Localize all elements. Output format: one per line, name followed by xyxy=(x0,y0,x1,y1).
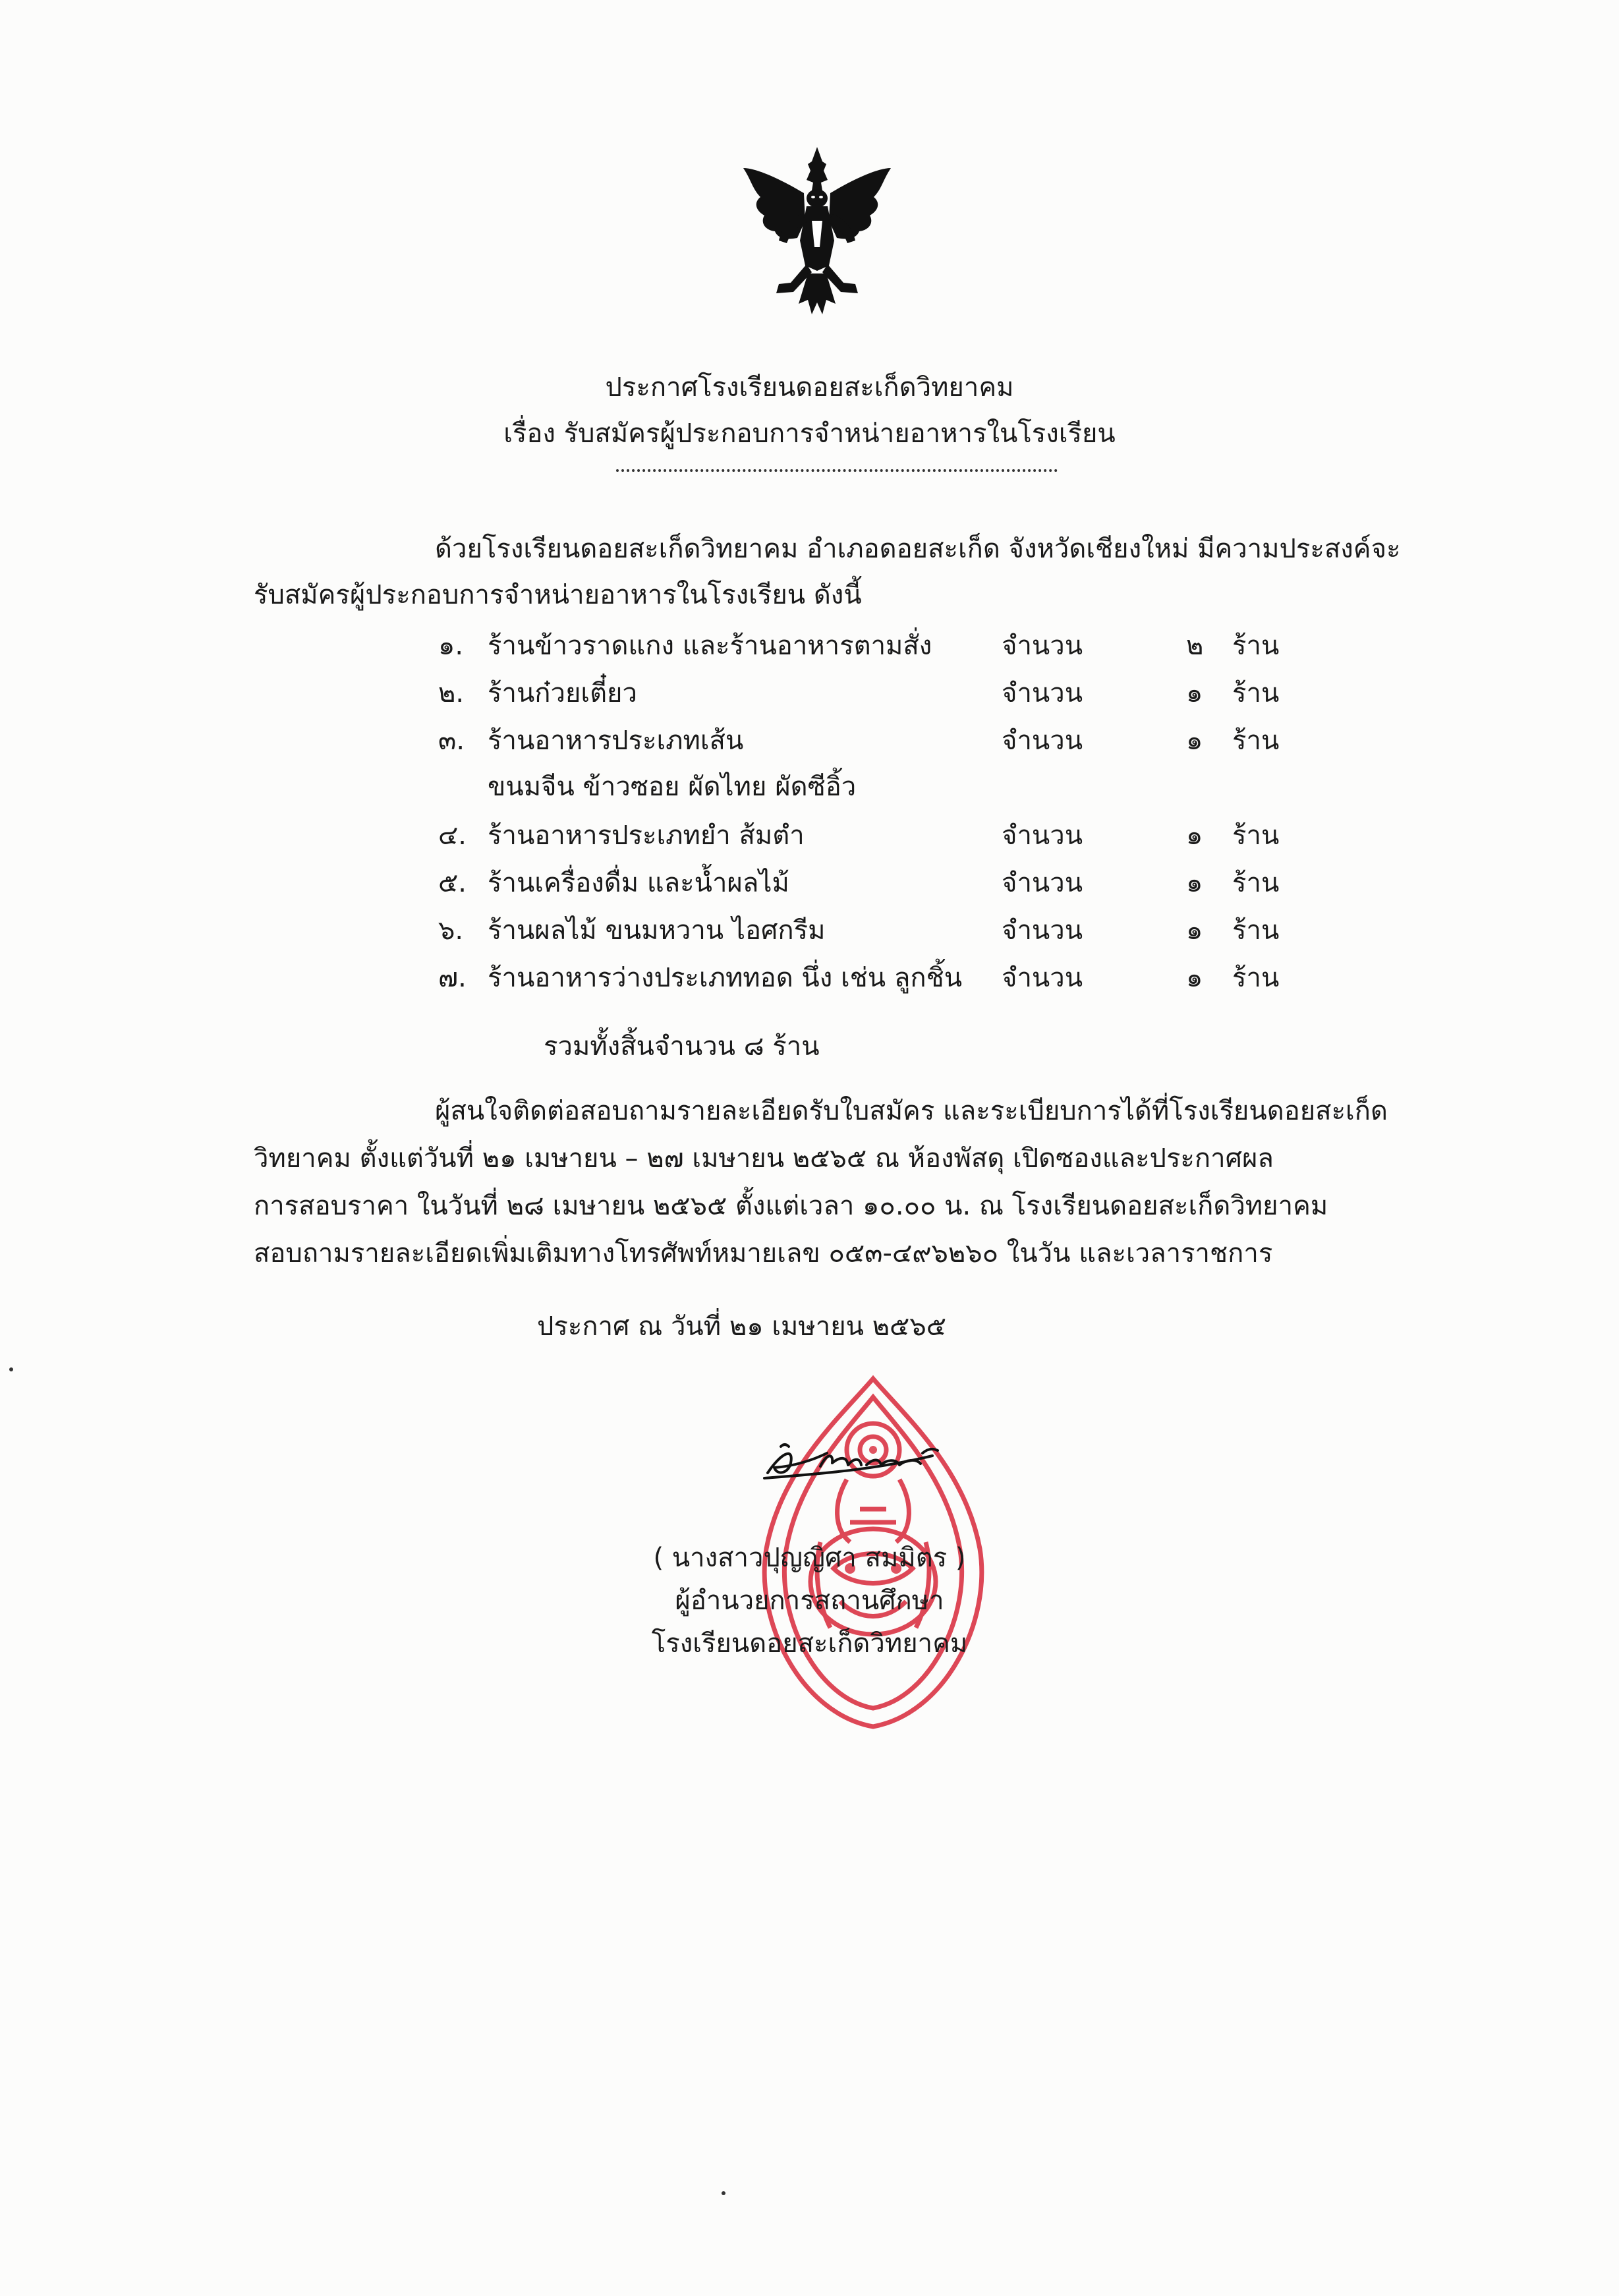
list-item xyxy=(0,623,1619,669)
item-qty: ๒ xyxy=(1186,631,1204,661)
item-unit: ร้าน xyxy=(1232,963,1280,993)
list-item xyxy=(0,670,1619,716)
item-number: ๖. xyxy=(438,915,464,946)
item-number: ๗. xyxy=(438,963,467,993)
signature-mark xyxy=(754,1427,952,1486)
details-line-1: ผู้สนใจติดต่อสอบถามรายละเอียดรับใบสมัคร และระเบียบการได้ที่โรงเรียนดอยสะเก็ด xyxy=(435,1096,1388,1126)
item-qty: ๑ xyxy=(1186,963,1203,993)
item-qty: ๑ xyxy=(1186,820,1203,851)
scan-speck xyxy=(722,2191,725,2195)
item-name: ร้านเครื่องดื่ม และน้ำผลไม้ xyxy=(488,868,789,898)
item-name: ร้านอาหารประเภทเส้น xyxy=(488,726,744,756)
details-line-4: สอบถามรายละเอียดเพิ่มเติมทางโทรศัพท์หมายเลข ๐๕๓-๔๙๖๒๖๐ ในวัน และเวลาราชการ xyxy=(254,1238,1273,1269)
item-qty-label: จำนวน xyxy=(1002,963,1083,993)
item-number: ๕. xyxy=(438,868,467,898)
item-unit: ร้าน xyxy=(1232,868,1280,898)
item-unit: ร้าน xyxy=(1232,726,1280,756)
item-unit: ร้าน xyxy=(1232,631,1280,661)
item-name: ร้านข้าวราดแกง และร้านอาหารตามสั่ง xyxy=(488,631,932,661)
announce-date: ประกาศ ณ วันที่ ๒๑ เมษายน ๒๕๖๕ xyxy=(537,1311,946,1342)
list-item xyxy=(0,907,1619,954)
item-unit: ร้าน xyxy=(1232,678,1280,708)
item-qty: ๑ xyxy=(1186,868,1203,898)
item-qty: ๑ xyxy=(1186,915,1203,946)
item-unit: ร้าน xyxy=(1232,820,1280,851)
signer-position: ผู้อำนวยการสถานศึกษา xyxy=(675,1586,944,1616)
title-divider xyxy=(616,469,1058,472)
item-qty-label: จำนวน xyxy=(1002,820,1083,851)
item-qty-label: จำนวน xyxy=(1002,915,1083,946)
garuda-emblem-icon xyxy=(738,142,896,320)
list-item xyxy=(0,860,1619,906)
item-name: ร้านก๋วยเตี๋ยว xyxy=(488,678,637,708)
details-line-2: วิทยาคม ตั้งแต่วันที่ ๒๑ เมษายน – ๒๗ เมษายน ๒๕๖๕ ณ ห้องพัสดุ เปิดซองและประกาศผล xyxy=(254,1143,1274,1174)
item-sub-description: ขนมจีน ข้าวซอย ผัดไทย ผัดซีอิ้ว xyxy=(488,772,857,802)
item-qty-label: จำนวน xyxy=(1002,678,1083,708)
item-name: ร้านอาหารประเภทยำ ส้มตำ xyxy=(488,820,805,851)
item-qty: ๑ xyxy=(1186,726,1203,756)
item-number: ๑. xyxy=(438,631,464,661)
item-name: ร้านผลไม้ ขนมหวาน ไอศกรีม xyxy=(488,915,826,946)
list-item xyxy=(0,955,1619,1001)
item-qty-label: จำนวน xyxy=(1002,631,1083,661)
announcement-subject: เรื่อง รับสมัครผู้ประกอบการจำหน่ายอาหารในโรงเรียน xyxy=(503,418,1116,449)
list-item xyxy=(0,718,1619,813)
item-qty: ๑ xyxy=(1186,678,1203,708)
signer-school: โรงเรียนดอยสะเก็ดวิทยาคม xyxy=(651,1628,968,1659)
intro-line-2: รับสมัครผู้ประกอบการจำหน่ายอาหารในโรงเรียน ดังนี้ xyxy=(254,580,862,610)
list-item xyxy=(0,813,1619,859)
total-count: รวมทั้งสิ้นจำนวน ๘ ร้าน xyxy=(544,1031,820,1062)
item-qty-label: จำนวน xyxy=(1002,726,1083,756)
item-qty-label: จำนวน xyxy=(1002,868,1083,898)
item-name: ร้านอาหารว่างประเภททอด นึ่ง เช่น ลูกชิ้น xyxy=(488,963,963,993)
details-line-3: การสอบราคา ในวันที่ ๒๘ เมษายน ๒๕๖๕ ตั้งแต่เวลา ๑๐.๐๐ น. ณ โรงเรียนดอยสะเก็ดวิทยาคม xyxy=(254,1191,1328,1221)
signer-name: ( นางสาวปุญญิศา สมมิตร ) xyxy=(653,1543,966,1573)
item-number: ๔. xyxy=(438,820,467,851)
item-number: ๓. xyxy=(438,726,465,756)
intro-line-1: ด้วยโรงเรียนดอยสะเก็ดวิทยาคม อำเภอดอยสะเก็ด จังหวัดเชียงใหม่ มีความประสงค์จะ xyxy=(435,534,1401,564)
announcement-title: ประกาศโรงเรียนดอยสะเก็ดวิทยาคม xyxy=(605,372,1014,403)
item-unit: ร้าน xyxy=(1232,915,1280,946)
item-number: ๒. xyxy=(438,678,465,708)
scan-speck xyxy=(9,1367,13,1371)
